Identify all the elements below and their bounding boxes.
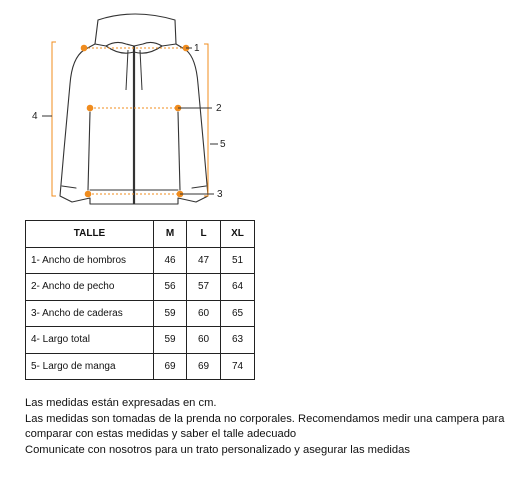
table-row [26, 327, 255, 354]
hoodie-right-sleeve-seam [178, 112, 180, 190]
cell-xl: 64 [221, 274, 255, 301]
chest-point-left [87, 105, 94, 112]
note-contact: Comunicate con nosotros para un trato personalizado y asegurar las medidas [25, 443, 410, 456]
hip-point-left [85, 191, 92, 198]
size-chart-table [25, 220, 255, 380]
marker-4: 4 [32, 111, 38, 122]
table-row [26, 300, 255, 327]
header-m: M [154, 221, 187, 248]
cell-l: 60 [187, 300, 221, 327]
row-label: 3- Ancho de caderas [26, 300, 154, 327]
hoodie-drawstring-left [126, 50, 128, 90]
marker-3: 3 [217, 189, 223, 200]
hoodie-left-cuff [62, 186, 76, 188]
cell-m: 59 [154, 327, 187, 354]
measurement-notes [25, 396, 520, 458]
header-l: L [187, 221, 221, 248]
row-label: 2- Ancho de pecho [26, 274, 154, 301]
hoodie-measurement-diagram [0, 0, 522, 215]
cell-l: 47 [187, 247, 221, 274]
note-measuring-advice: Las medidas son tomadas de la prenda no corporales. Recomendamos medir una campera para comparar con estas medidas y saber el talle adecuado [25, 412, 505, 440]
row-label: 4- Largo total [26, 327, 154, 354]
marker-5: 5 [220, 139, 226, 150]
hoodie-left-sleeve-seam [88, 112, 90, 190]
cell-xl: 65 [221, 300, 255, 327]
note-units: Las medidas están expresadas en cm. [25, 397, 217, 409]
cell-m: 46 [154, 247, 187, 274]
cell-xl: 51 [221, 247, 255, 274]
table-row [26, 274, 255, 301]
header-xl: XL [221, 221, 255, 248]
cell-m: 59 [154, 300, 187, 327]
cell-l: 60 [187, 327, 221, 354]
table-header-row [26, 221, 255, 248]
marker-1: 1 [194, 43, 200, 54]
cell-xl: 74 [221, 353, 255, 380]
hoodie-right-cuff [192, 186, 206, 188]
total-length-bracket [52, 42, 56, 196]
table-row [26, 353, 255, 380]
hoodie-hood [95, 14, 176, 46]
marker-2: 2 [216, 103, 222, 114]
row-label: 5- Largo de manga [26, 353, 154, 380]
cell-l: 57 [187, 274, 221, 301]
cell-m: 56 [154, 274, 187, 301]
shoulder-point-left [81, 45, 88, 52]
row-label: 1- Ancho de hombros [26, 247, 154, 274]
table-row [26, 247, 255, 274]
hoodie-drawstring-right [140, 50, 142, 90]
cell-m: 69 [154, 353, 187, 380]
header-talle: TALLE [26, 221, 154, 248]
cell-l: 69 [187, 353, 221, 380]
cell-xl: 63 [221, 327, 255, 354]
